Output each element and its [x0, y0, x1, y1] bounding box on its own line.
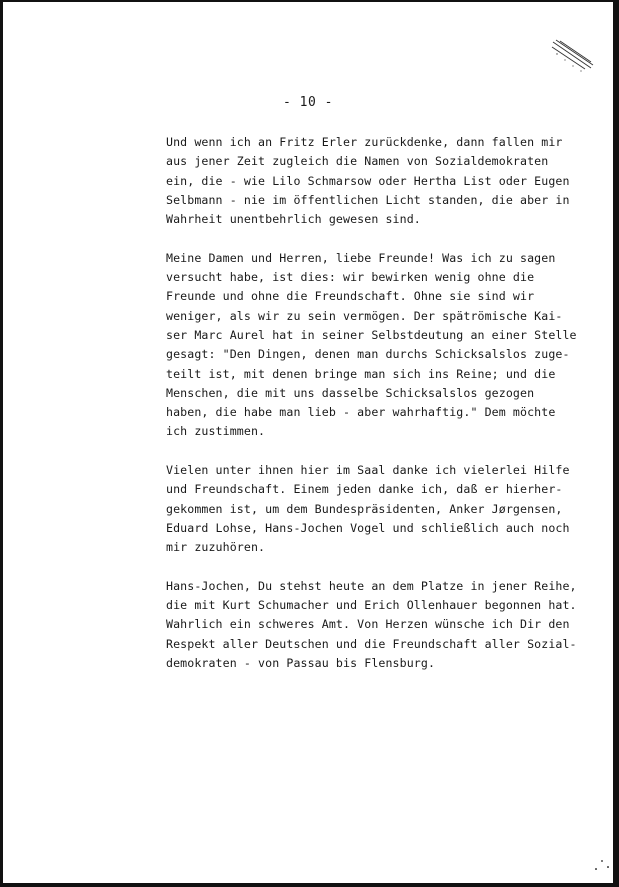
text-line: Und wenn ich an Fritz Erler zurückdenke, dann fallen mir [166, 135, 563, 149]
text-line: Wahrheit unentbehrlich gewesen sind. [166, 212, 421, 227]
scan-speck [601, 860, 603, 862]
scan-speck [607, 866, 609, 868]
text-line: aus jener Zeit zugleich die Namen von Sozialdemokraten [166, 154, 549, 169]
text-line: die mit Kurt Schumacher und Erich Ollenhauer begonnen hat. [166, 598, 577, 613]
text-line: teilt ist, mit denen bringe man sich ins Reine; und die [166, 366, 556, 381]
text-line: Vielen unter ihnen hier im Saal danke ich vielerlei Hilfe [166, 463, 570, 478]
scan-mark [551, 38, 595, 74]
letter-body [166, 133, 576, 693]
page-number: - 10 - [283, 95, 333, 110]
text-line: ich zustimmen. [166, 424, 266, 439]
paragraph-4 [166, 577, 576, 673]
text-line: Menschen, die mit uns dasselbe Schicksalslos gezogen [166, 385, 535, 400]
text-line: Respekt aller Deutschen und die Freundschaft aller Sozial- [166, 636, 577, 651]
text-line: demokraten - von Passau bis Flensburg. [166, 656, 436, 671]
text-line: Freunde und ohne die Freundschaft. Ohne sie sind wir [166, 289, 535, 304]
text-line: und Freundschaft. Einem jeden danke ich, daß er hierher- [166, 482, 563, 497]
text-line: Meine Damen und Herren, liebe Freunde! Was ich zu sagen [166, 250, 556, 265]
text-line: Hans-Jochen, Du stehst heute an dem Platze in jener Reihe, [166, 578, 577, 593]
text-line: haben, die habe man lieb - aber wahrhaftig." Dem möchte [166, 405, 556, 420]
text-line: weniger, als wir zu sein vermögen. Der spätrömische Kai- [166, 308, 563, 323]
text-line: gesagt: "Den Dingen, denen man durchs Schicksalslos zuge- [166, 347, 570, 362]
scan-speck [595, 868, 597, 870]
text-line: ein, die - wie Lilo Schmarsow oder Hertha List oder Eugen [166, 173, 570, 188]
paragraph-2 [166, 249, 576, 442]
paragraph-1 [166, 133, 576, 229]
text-line: Wahrlich ein schweres Amt. Von Herzen wünsche ich Dir den [166, 617, 570, 632]
text-line: Selbmann - nie im öffentlichen Licht standen, die aber in [166, 192, 570, 207]
text-line: Eduard Lohse, Hans-Jochen Vogel und schließlich auch noch [166, 520, 570, 535]
text-line: gekommen ist, um dem Bundespräsidenten, Anker Jørgensen, [166, 501, 563, 516]
text-line: ser Marc Aurel hat in seiner Selbstdeutung an einer Stelle [166, 327, 577, 342]
text-line: mir zuzuhören. [166, 540, 266, 555]
text-line: versucht habe, ist dies: wir bewirken wenig ohne die [166, 270, 535, 285]
paragraph-3 [166, 461, 576, 557]
